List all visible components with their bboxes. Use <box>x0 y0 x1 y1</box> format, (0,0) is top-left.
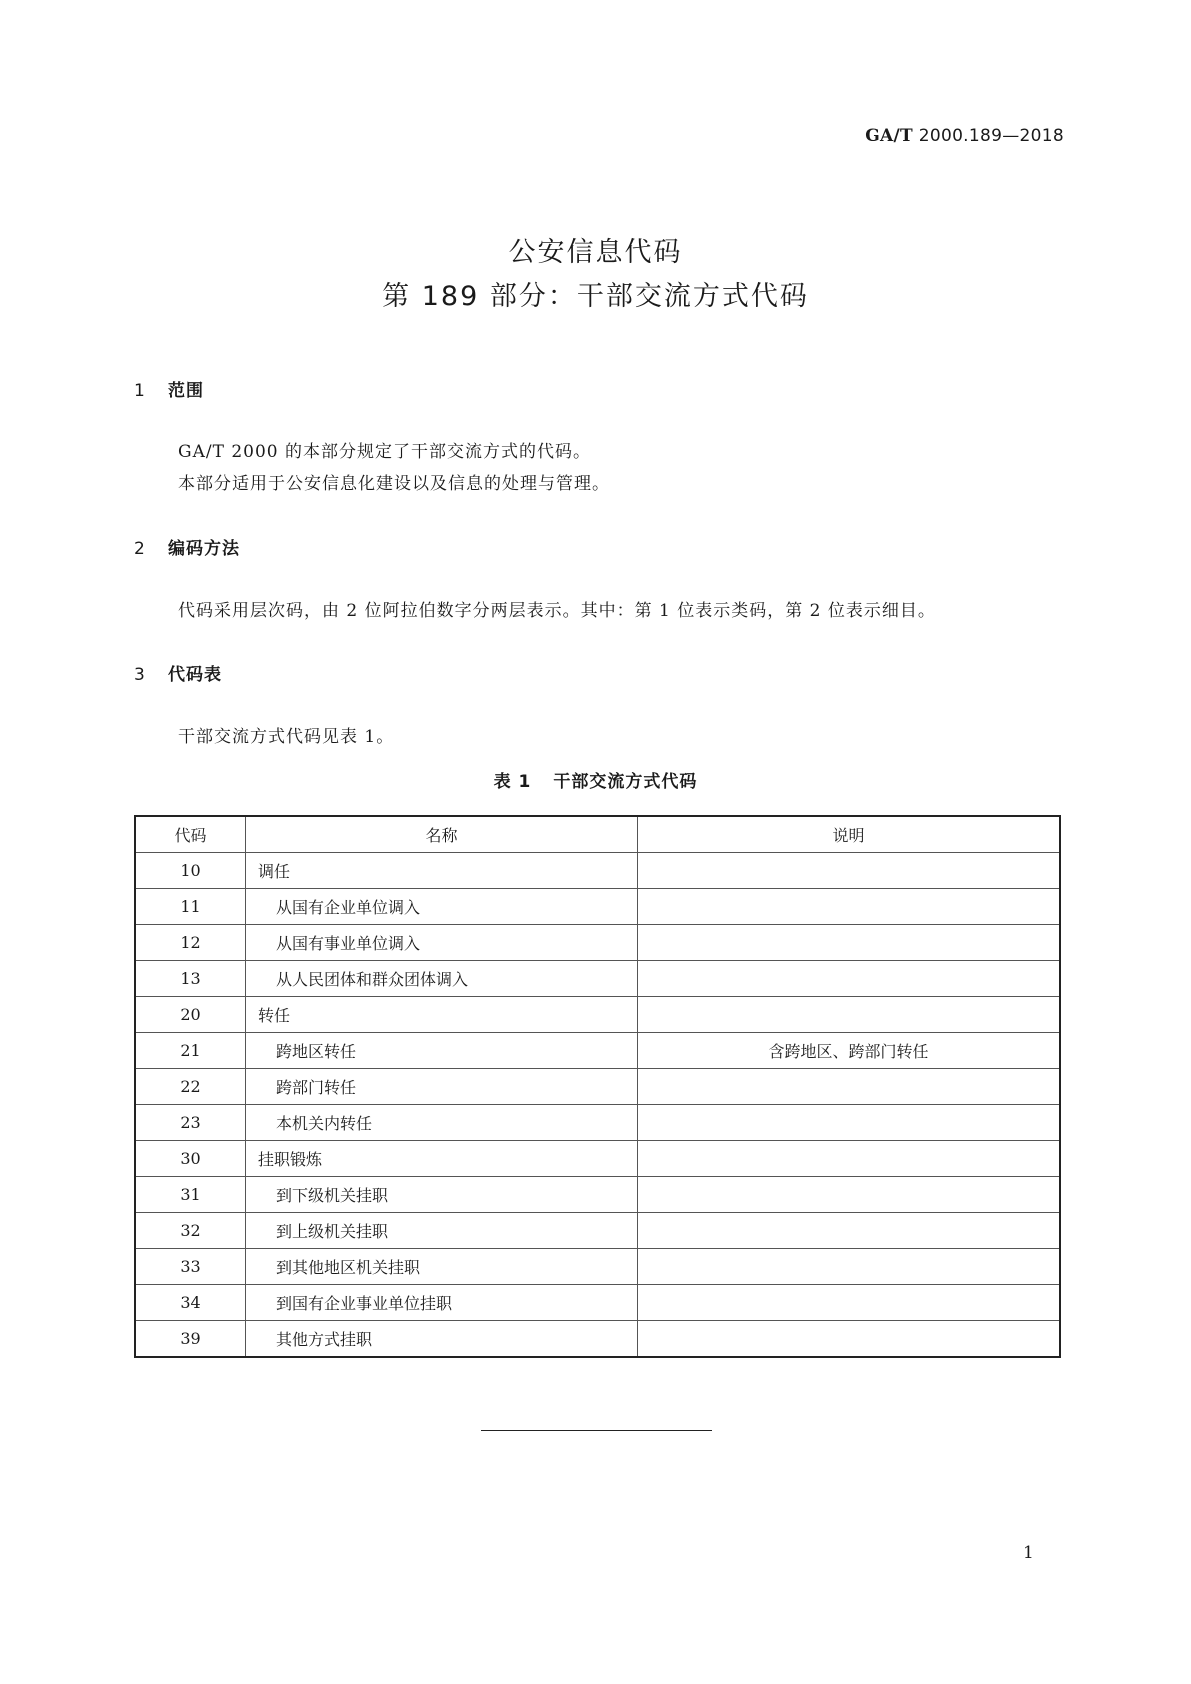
table-row <box>135 889 1060 925</box>
section-1-paragraph-1: GA/T 2000 的本部分规定了干部交流方式的代码。 <box>178 442 591 462</box>
header-name: 名称 <box>246 816 638 853</box>
note-cell <box>638 1177 1061 1213</box>
name-cell: 调任 <box>246 853 638 889</box>
note-cell <box>638 1285 1061 1321</box>
table-row <box>135 1141 1060 1177</box>
table-header-row <box>135 816 1060 853</box>
name-cell: 从国有企业单位调入 <box>246 889 638 925</box>
code-cell: 30 <box>135 1141 246 1177</box>
note-cell <box>638 1105 1061 1141</box>
note-cell: 含跨地区、跨部门转任 <box>638 1033 1061 1069</box>
note-cell <box>638 1213 1061 1249</box>
section-title: 范围 <box>168 381 204 401</box>
name-cell: 转任 <box>246 997 638 1033</box>
code-cell: 11 <box>135 889 246 925</box>
table-row <box>135 997 1060 1033</box>
section-3-heading <box>134 660 222 685</box>
section-1-paragraph-2: 本部分适用于公安信息化建设以及信息的处理与管理。 <box>178 474 610 494</box>
code-cell: 32 <box>135 1213 246 1249</box>
table-row <box>135 1285 1060 1321</box>
note-cell <box>638 889 1061 925</box>
table-row <box>135 925 1060 961</box>
section-2-heading <box>134 534 240 559</box>
note-cell <box>638 1321 1061 1358</box>
code-cell: 33 <box>135 1249 246 1285</box>
table-row <box>135 1033 1060 1069</box>
standard-id <box>865 126 1064 146</box>
note-cell <box>638 961 1061 997</box>
section-number: 3 <box>134 665 146 685</box>
name-cell: 到国有企业事业单位挂职 <box>246 1285 638 1321</box>
table-caption-title: 干部交流方式代码 <box>553 772 698 792</box>
name-cell: 从人民团体和群众团体调入 <box>246 961 638 997</box>
name-cell: 到其他地区机关挂职 <box>246 1249 638 1285</box>
table-row <box>135 1213 1060 1249</box>
code-cell: 34 <box>135 1285 246 1321</box>
table-row <box>135 1177 1060 1213</box>
section-number: 2 <box>134 539 146 559</box>
section-1-heading <box>134 376 204 401</box>
code-cell: 13 <box>135 961 246 997</box>
code-cell: 12 <box>135 925 246 961</box>
standard-number: 2000.189—2018 <box>918 126 1064 146</box>
table-caption-label: 表 1 <box>493 772 532 792</box>
document-title: 公安信息代码 <box>508 237 683 268</box>
note-cell <box>638 1069 1061 1105</box>
name-cell: 其他方式挂职 <box>246 1321 638 1358</box>
note-cell <box>638 997 1061 1033</box>
table-caption <box>0 767 1191 792</box>
name-cell: 本机关内转任 <box>246 1105 638 1141</box>
section-3-paragraph-1: 干部交流方式代码见表 1。 <box>178 727 395 747</box>
name-cell: 到下级机关挂职 <box>246 1177 638 1213</box>
table-row <box>135 853 1060 889</box>
note-cell <box>638 853 1061 889</box>
note-cell <box>638 1141 1061 1177</box>
end-divider <box>481 1430 712 1431</box>
code-cell: 23 <box>135 1105 246 1141</box>
code-cell: 21 <box>135 1033 246 1069</box>
section-title: 编码方法 <box>168 539 240 559</box>
code-cell: 10 <box>135 853 246 889</box>
code-cell: 39 <box>135 1321 246 1358</box>
standard-prefix: GA/T <box>865 126 913 146</box>
page-number: 1 <box>1023 1543 1034 1563</box>
code-table <box>134 815 1061 1358</box>
name-cell: 跨地区转任 <box>246 1033 638 1069</box>
table-row <box>135 961 1060 997</box>
name-cell: 到上级机关挂职 <box>246 1213 638 1249</box>
code-cell: 31 <box>135 1177 246 1213</box>
table-row <box>135 1321 1060 1358</box>
section-title: 代码表 <box>168 665 222 685</box>
name-cell: 从国有事业单位调入 <box>246 925 638 961</box>
table-row <box>135 1105 1060 1141</box>
header-code: 代码 <box>135 816 246 853</box>
table-row <box>135 1069 1060 1105</box>
header-note: 说明 <box>638 816 1061 853</box>
name-cell: 挂职锻炼 <box>246 1141 638 1177</box>
document-subtitle: 第 189 部分：干部交流方式代码 <box>382 281 809 312</box>
table-row <box>135 1249 1060 1285</box>
section-number: 1 <box>134 381 146 401</box>
note-cell <box>638 1249 1061 1285</box>
note-cell <box>638 925 1061 961</box>
code-cell: 22 <box>135 1069 246 1105</box>
code-cell: 20 <box>135 997 246 1033</box>
section-2-paragraph-1: 代码采用层次码，由 2 位阿拉伯数字分两层表示。其中：第 1 位表示类码，第 2 位表示细目。 <box>178 601 936 621</box>
name-cell: 跨部门转任 <box>246 1069 638 1105</box>
